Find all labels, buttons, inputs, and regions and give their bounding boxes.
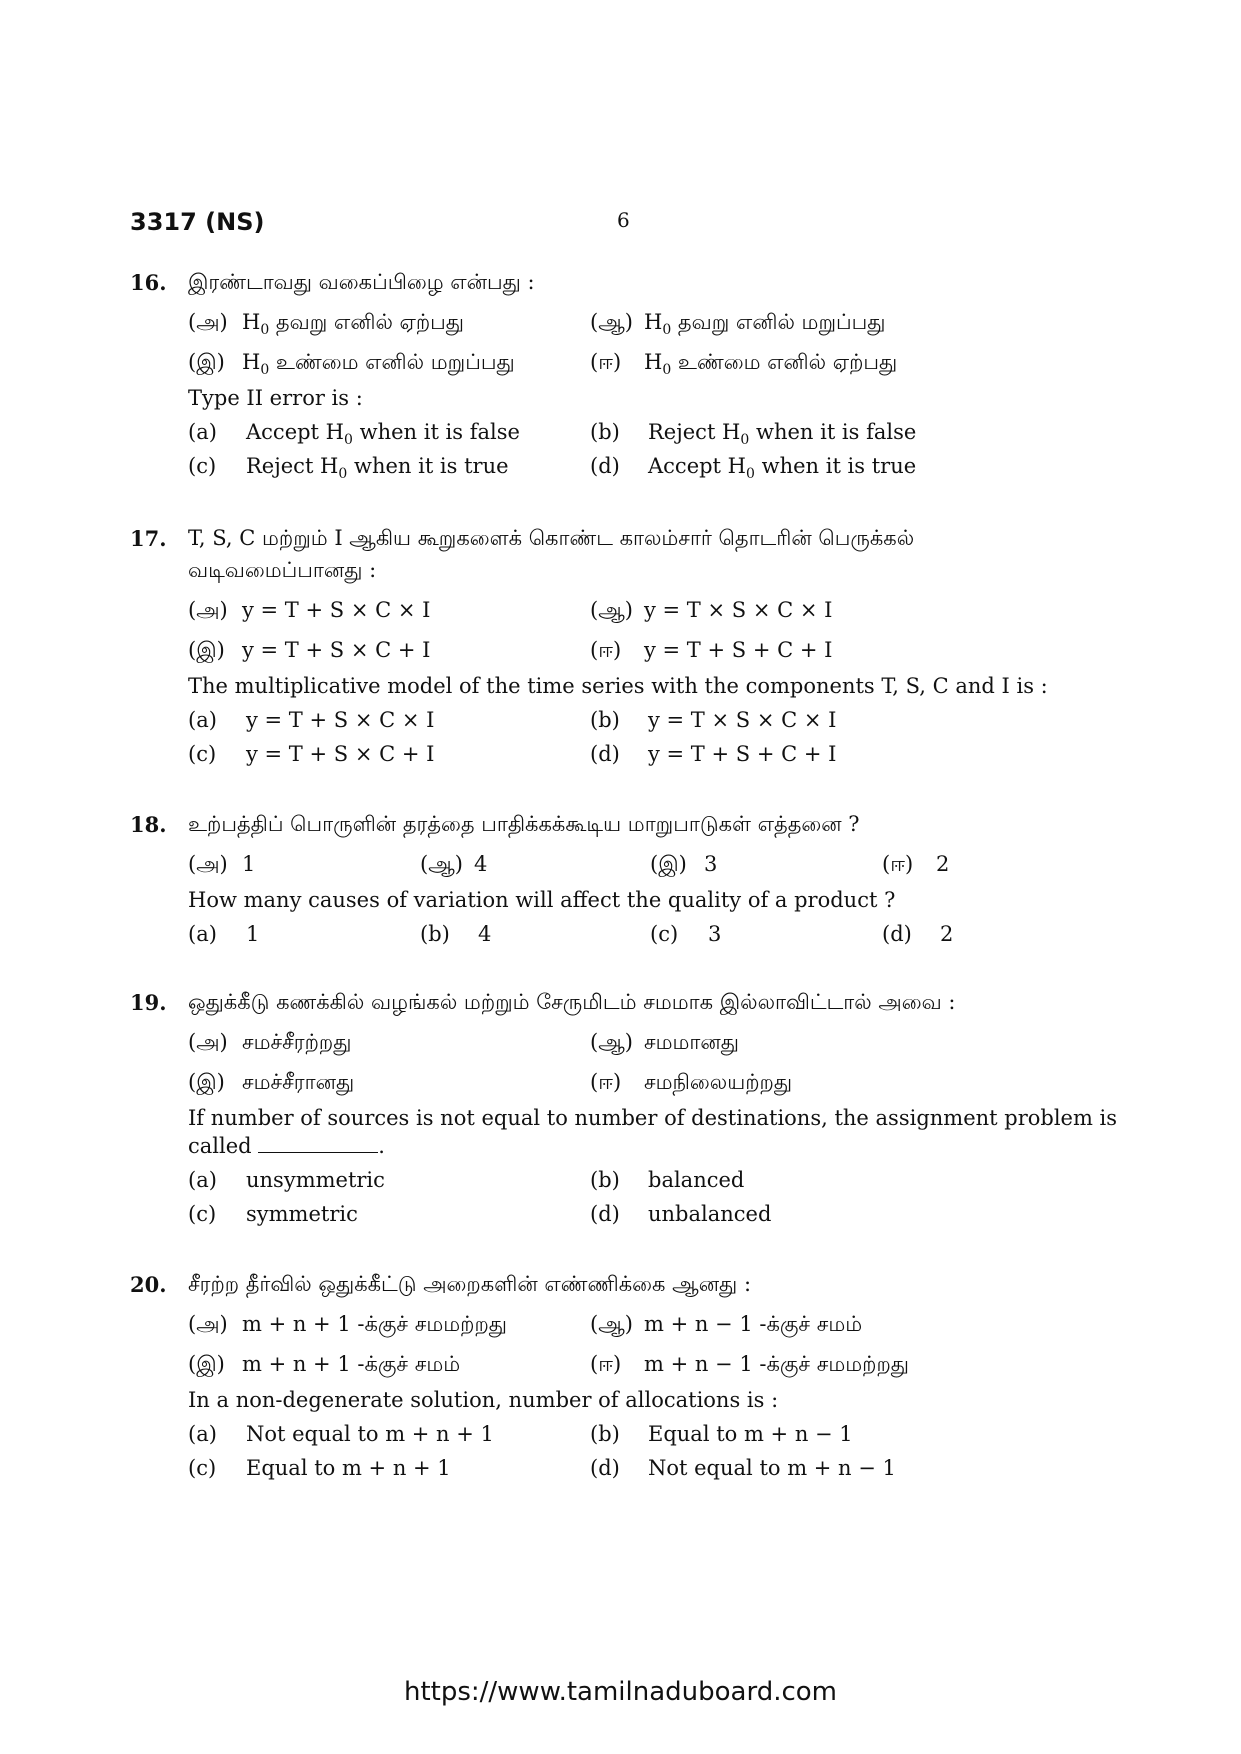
option-b: (b) Equal to m + n − 1	[590, 1422, 853, 1446]
option-tamil-c: (இ) y = T + S × C + I	[188, 638, 431, 662]
option-d: (d) Accept $H_0$ when it is true	[590, 454, 917, 483]
page-number: 6	[617, 208, 630, 232]
option-tamil-d: (ஈ) $H_0$ உண்மை எனில் ஏற்பது	[590, 350, 898, 379]
option-c: (c) Reject $H_0$ when it is true	[188, 454, 509, 483]
answer-blank	[258, 1134, 378, 1153]
question-tamil: இரண்டாவது வகைப்பிழை என்பது :	[188, 270, 535, 294]
option-d: (d) unbalanced	[590, 1202, 772, 1226]
option-tamil-b: (ஆ) y = T × S × C × I	[590, 598, 833, 622]
option-tamil-d: (ஈ) சமநிலையற்றது	[590, 1070, 793, 1094]
option-c: (c) 3	[650, 922, 722, 946]
question-number: 17.	[130, 526, 167, 551]
question-tamil: சீரற்ற தீர்வில் ஒதுக்கீட்டு அறைகளின் எண்ணிக்கை ஆனது :	[188, 1272, 752, 1296]
option-tamil-a: (அ) சமச்சீரற்றது	[188, 1030, 352, 1054]
question-tamil-line1: T, S, C மற்றும் I ஆகிய கூறுகளைக் கொண்ட காலம்சார் தொடரின் பெருக்கல்	[188, 526, 915, 550]
option-a: (a) 1	[188, 922, 260, 946]
option-tamil-b: (ஆ) $H_0$ தவறு எனில் மறுப்பது	[590, 310, 886, 339]
option-tamil-c: (இ) m + n + 1 -க்குச் சமம்	[188, 1352, 461, 1376]
question-number: 19.	[130, 990, 167, 1015]
question-english: How many causes of variation will affect the quality of a product ?	[188, 888, 896, 912]
option-tamil-a: (அ) $H_0$ தவறு எனில் ஏற்பது	[188, 310, 465, 339]
question-tamil: ஒதுக்கீடு கணக்கில் வழங்கல் மற்றும் சேருமிடம் சமமாக இல்லாவிட்டால் அவை :	[188, 990, 956, 1014]
paper-code: 3317 (NS)	[130, 208, 265, 236]
option-tamil-a: (அ) 1	[188, 852, 256, 876]
question-tamil: உற்பத்திப் பொருளின் தரத்தை பாதிக்கக்கூடிய மாறுபாடுகள் எத்தனை ?	[188, 812, 860, 836]
option-a: (a) unsymmetric	[188, 1168, 385, 1192]
option-b: (b) balanced	[590, 1168, 745, 1192]
question-number: 20.	[130, 1272, 167, 1297]
option-a: (a) Not equal to m + n + 1	[188, 1422, 494, 1446]
option-c: (c) Equal to m + n + 1	[188, 1456, 451, 1480]
question-english-line2: called .	[188, 1134, 385, 1158]
question-number: 18.	[130, 812, 167, 837]
option-tamil-d: (ஈ) y = T + S + C + I	[590, 638, 833, 662]
option-tamil-c: (இ) $H_0$ உண்மை எனில் மறுப்பது	[188, 350, 515, 379]
option-d: (d) 2	[882, 922, 954, 946]
option-a: (a) y = T + S × C × I	[188, 708, 435, 732]
question-english: The multiplicative model of the time series with the components T, S, C and I is :	[188, 674, 1048, 698]
question-tamil-line2: வடிவமைப்பானது :	[188, 558, 377, 582]
option-tamil-d: (ஈ) m + n − 1 -க்குச் சமமற்றது	[590, 1352, 909, 1376]
question-english: Type II error is :	[188, 386, 363, 410]
option-tamil-c: (இ) 3	[650, 852, 718, 876]
question-english: In a non-degenerate solution, number of allocations is :	[188, 1388, 779, 1412]
option-d: (d) y = T + S + C + I	[590, 742, 837, 766]
option-b: (b) Reject $H_0$ when it is false	[590, 420, 917, 449]
option-tamil-c: (இ) சமச்சீரானது	[188, 1070, 355, 1094]
option-tamil-b: (ஆ) சமமானது	[590, 1030, 739, 1054]
option-c: (c) y = T + S × C + I	[188, 742, 435, 766]
option-tamil-a: (அ) y = T + S × C × I	[188, 598, 431, 622]
option-tamil-b: (ஆ) m + n − 1 -க்குச் சமம்	[590, 1312, 863, 1336]
option-c: (c) symmetric	[188, 1202, 358, 1226]
option-d: (d) Not equal to m + n − 1	[590, 1456, 896, 1480]
option-tamil-d: (ஈ) 2	[882, 852, 950, 876]
question-english-line1: If number of sources is not equal to number of destinations, the assignment problem is	[188, 1106, 1118, 1130]
option-b: (b) y = T × S × C × I	[590, 708, 837, 732]
footer-url: https://www.tamilnaduboard.com	[403, 1677, 838, 1707]
option-a: (a) Accept $H_0$ when it is false	[188, 420, 520, 449]
option-tamil-b: (ஆ) 4	[420, 852, 488, 876]
option-tamil-a: (அ) m + n + 1 -க்குச் சமமற்றது	[188, 1312, 507, 1336]
option-b: (b) 4	[420, 922, 492, 946]
question-number: 16.	[130, 270, 167, 295]
